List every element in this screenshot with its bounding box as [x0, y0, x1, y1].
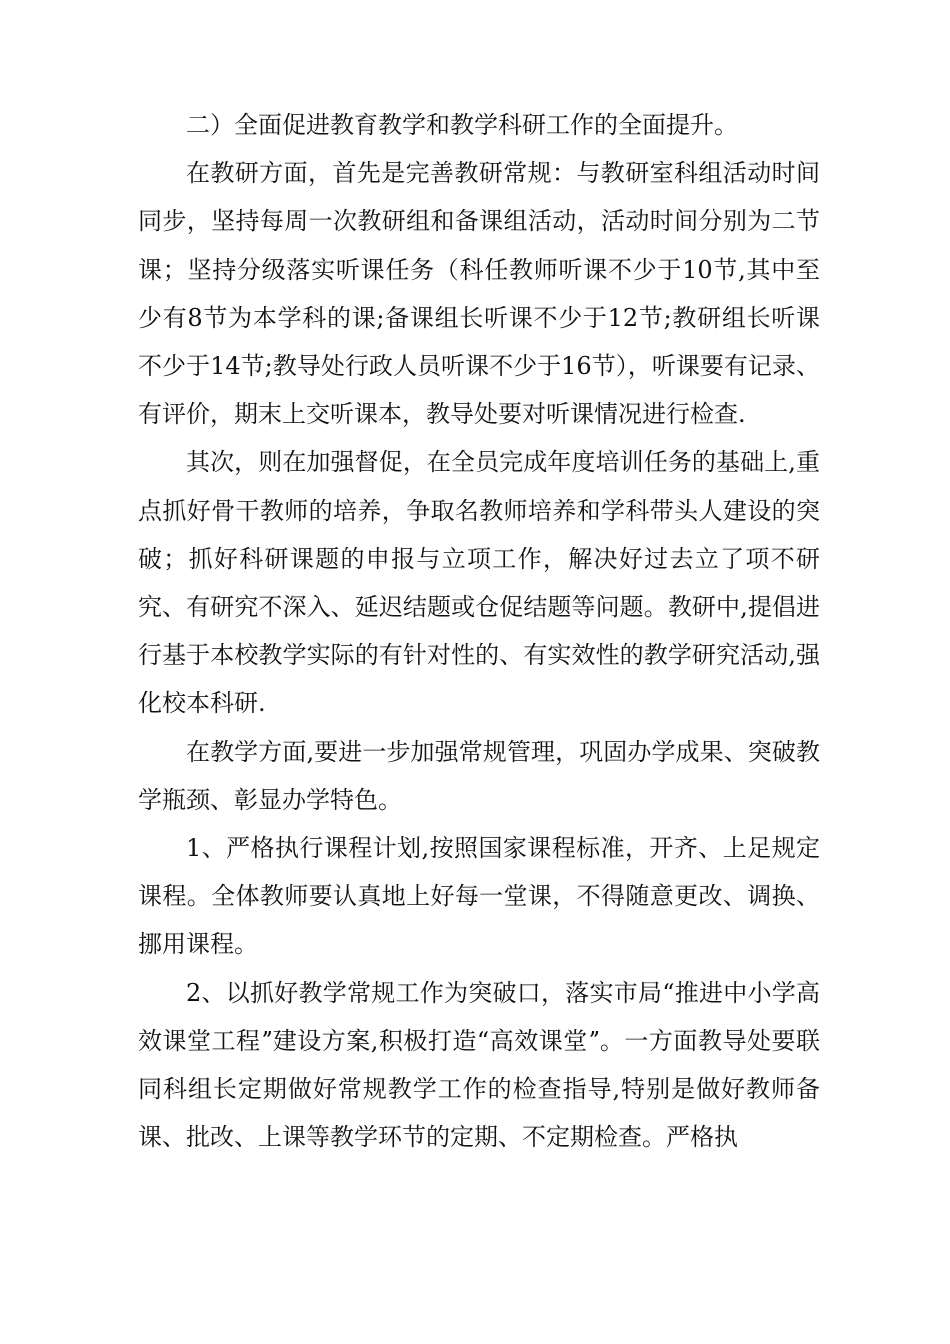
paragraph-section-heading: 二）全面促进教育教学和教学科研工作的全面提升。	[186, 111, 738, 139]
document-body	[138, 101, 820, 1161]
paragraph-item-1: 1、严格执行课程计划,按照国家课程标准，开齐、上足规定课程。全体教师要认真地上好每一堂课，不得随意更改、调换、挪用课程。	[138, 834, 820, 959]
paragraph-teaching-management: 在教学方面,要进一步加强常规管理，巩固办学成果、突破教学瓶颈、彰显办学特色。	[138, 737, 820, 814]
paragraph-supervision: 其次，则在加强督促，在全员完成年度培训任务的基础上,重点抓好骨干教师的培养，争取名教师培养和学科带头人建设的突破；抓好科研课题的申报与立项工作，解决好过去立了项不研究、有研究不深入、延迟结题或仓促结题等问题。教研中,提倡进行基于本校教学实际的有针对性的、有实效性的教学研究活动,强化校本科研.	[138, 448, 820, 718]
paragraph-research-routine: 在教研方面，首先是完善教研常规：与教研室科组活动时间同步，坚持每周一次教研组和备课组活动，活动时间分别为二节课；坚持分级落实听课任务（科任教师听课不少于10节,其中至少有8节为本学科的课;备课组长听课不少于12节;教研组长听课不少于14节;教导处行政人员听课不少于16节），听课要有记录、有评价，期末上交听课本，教导处要对听课情况进行检查.	[138, 159, 820, 429]
paragraph-item-2: 2、以抓好教学常规工作为突破口，落实市局“推进中小学高效课堂工程ˮ建设方案,积极打造“高效课堂ˮ。一方面教导处要联同科组长定期做好常规教学工作的检查指导,特别是做好教师备课、批改、上课等教学环节的定期、不定期检查。严格执	[138, 978, 820, 1152]
